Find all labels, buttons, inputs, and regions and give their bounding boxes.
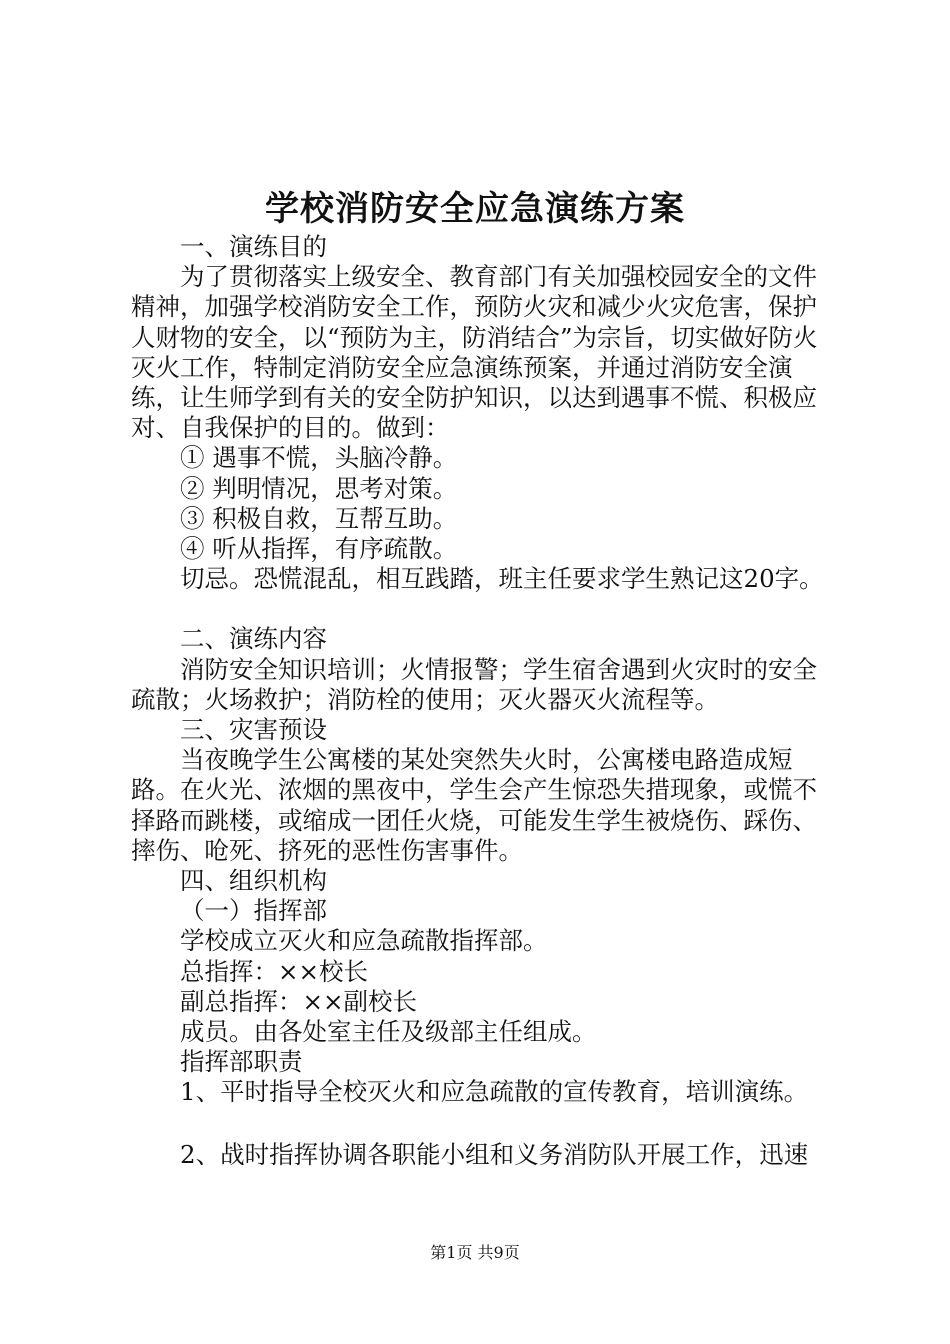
section-heading-1: 一、演练目的 <box>180 232 327 261</box>
blank-line <box>131 594 839 624</box>
document-title: 学校消防安全应急演练方案 <box>265 189 685 229</box>
blank-line <box>131 1108 839 1140</box>
list-item-4: ④ 听从指挥，有序疏散。 <box>180 534 458 564</box>
subsection-heading: （一）指挥部 <box>180 896 327 926</box>
paragraph-scenario: 当夜晚学生公寓楼的某处突然失火时，公寓楼电路造成短路。在火光、浓烟的黑夜中，学生会产生惊恐失措现象，或慌不择路而跳楼，或缩成一团任火烧，可能发生学生被烧伤、踩伤、摔伤、呛死、挤死的恶性伤害事件。 <box>131 745 817 865</box>
paragraph-duty-2: 2、战时指挥协调各职能小组和义务消防队开展工作，迅速 <box>180 1139 809 1169</box>
list-item-3: ③ 积极自救，互帮互助。 <box>180 503 458 533</box>
section-heading-2: 二、演练内容 <box>180 624 327 654</box>
list-item-2: ② 判明情况，思考对策。 <box>180 473 458 503</box>
paragraph-purpose: 为了贯彻落实上级安全、教育部门有关加强校园安全的文件精神，加强学校消防安全工作，预防火灾和减少火灾危害，保护人财物的安全，以“预防为主，防消结合”为宗旨，切实做好防火灭火工作，特制定消防安全应急演练预案，并通过消防安全演练，让生师学到有关的安全防护知识，以达到遇事不慌、积极应对、自我保护的目的。做到： <box>131 262 818 443</box>
document-body <box>131 232 839 1170</box>
section-heading-4: 四、组织机构 <box>180 866 327 896</box>
page-number: 第1页 共9页 <box>430 1243 520 1262</box>
paragraph-commander: 总指挥：××校长 <box>180 956 369 986</box>
list-item-1: ① 遇事不慌，头脑冷静。 <box>180 443 458 473</box>
paragraph-content: 消防安全知识培训；火情报警；学生宿舍遇到火灾时的安全疏散；火场救护；消防栓的使用；灭火器灭火流程等。 <box>131 654 817 714</box>
paragraph-hq: 学校成立灭火和应急疏散指挥部。 <box>180 926 548 956</box>
paragraph-duties-heading: 指挥部职责 <box>180 1047 303 1077</box>
paragraph-deputy: 副总指挥：××副校长 <box>180 986 418 1016</box>
paragraph-members: 成员。由各处室主任及级部主任组成。 <box>180 1017 597 1047</box>
paragraph-duty-1: 1、平时指导全校灭火和应急疏散的宣传教育，培训演练。 <box>180 1077 809 1107</box>
paragraph-warning: 切忌。恐慌混乱，相互践踏，班主任要求学生熟记这20字。 <box>180 564 824 594</box>
section-heading-3: 三、灾害预设 <box>180 715 327 745</box>
